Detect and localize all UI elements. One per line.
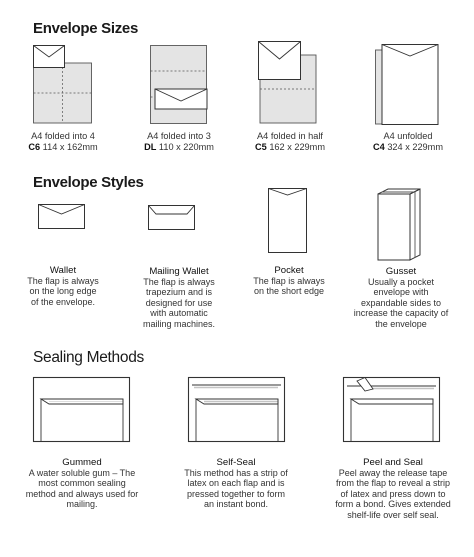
mailing-wallet-desc-line: with automatic xyxy=(150,308,208,319)
pocket-block xyxy=(243,265,335,297)
self-seal-desc-line: an instant bond. xyxy=(203,499,269,510)
mailing-wallet-title: Mailing Wallet xyxy=(149,266,209,277)
gusset-desc-line: Usually a pocket xyxy=(367,277,435,287)
wallet-envelope-icon xyxy=(38,204,86,230)
gummed-desc-line: method and always used for xyxy=(25,488,139,499)
gummed-desc-line: most common sealing xyxy=(38,478,126,489)
c4-size-illustration xyxy=(375,44,441,126)
self-seal-title: Self-Seal xyxy=(216,457,256,468)
mailing-wallet-envelope-icon xyxy=(148,205,196,231)
c4-caption xyxy=(362,131,454,152)
pocket-desc-line: The flap is always xyxy=(253,276,325,286)
wallet-description xyxy=(17,276,109,307)
gusset-description xyxy=(345,277,457,329)
self-seal-desc-line: pressed together to form xyxy=(186,488,286,499)
self-seal-description xyxy=(172,468,300,510)
self-seal-block xyxy=(172,457,300,510)
wallet-block xyxy=(17,265,109,307)
gummed-block xyxy=(18,457,146,510)
dl-dims-line xyxy=(133,142,225,153)
c5-dims: 162 x 229mm xyxy=(269,141,325,152)
pocket-envelope-icon xyxy=(268,188,308,254)
wallet-desc-line: The flap is always xyxy=(27,276,99,286)
wallet-desc-line: of the envelope. xyxy=(30,296,96,307)
peel-and-seal-illustration xyxy=(343,377,441,443)
pocket-description xyxy=(243,276,335,297)
c6-dims-line xyxy=(18,142,108,153)
gusset-title: Gusset xyxy=(385,266,417,277)
c5-size-illustration xyxy=(258,41,320,125)
envelope-sizes-heading: Envelope Sizes xyxy=(33,20,139,37)
c4-dims-line xyxy=(362,142,454,153)
gummed-seal-illustration xyxy=(33,377,131,443)
mailing-wallet-description xyxy=(131,277,227,329)
mailing-wallet-block xyxy=(131,266,227,329)
dl-caption xyxy=(133,131,225,152)
gusset-desc-line: increase the capacity of xyxy=(353,308,449,319)
gummed-description xyxy=(18,468,146,510)
gusset-desc-line: expandable sides to xyxy=(360,297,442,308)
c6-code: C6 xyxy=(28,141,41,152)
c5-code: C5 xyxy=(255,141,267,152)
peel-and-seal-desc-line: form a bond. Gives extended xyxy=(335,499,451,510)
gusset-envelope-icon xyxy=(374,186,424,262)
dl-size-illustration xyxy=(150,45,212,125)
envelope-styles-heading: Envelope Styles xyxy=(33,174,144,191)
c6-dims: 114 x 162mm xyxy=(42,141,98,152)
wallet-title: Wallet xyxy=(49,265,77,276)
gummed-desc-line: mailing. xyxy=(66,499,98,510)
pocket-title: Pocket xyxy=(274,265,304,276)
peel-and-seal-desc-line: from the flap to reveal a strip xyxy=(335,478,451,489)
dl-fold-text: A4 folded into 3 xyxy=(147,131,211,141)
c4-dims: 324 x 229mm xyxy=(387,141,443,152)
peel-and-seal-title: Peel and Seal xyxy=(363,457,423,468)
dl-code: DL xyxy=(144,141,157,152)
mailing-wallet-desc-line: mailing machines. xyxy=(142,318,216,329)
mailing-wallet-desc-line: The flap is always xyxy=(143,277,215,287)
c4-fold-text: A4 unfolded xyxy=(383,131,433,141)
peel-and-seal-description xyxy=(325,468,461,520)
pocket-desc-line: on the short edge xyxy=(253,286,325,297)
gusset-block xyxy=(345,266,457,329)
gummed-title: Gummed xyxy=(62,457,102,468)
peel-and-seal-block xyxy=(325,457,461,520)
wallet-desc-line: on the long edge xyxy=(29,286,97,297)
c6-fold-text: A4 folded into 4 xyxy=(31,131,95,141)
peel-and-seal-desc-line: Peel away the release tape xyxy=(338,468,448,478)
c6-caption xyxy=(18,131,108,152)
c5-caption xyxy=(244,131,336,152)
peel-and-seal-desc-line: shelf-life over self seal. xyxy=(347,509,439,520)
gusset-desc-line: envelope with xyxy=(373,287,429,298)
dl-dims: 110 x 220mm xyxy=(158,141,214,152)
gummed-desc-line: A water soluble gum – The xyxy=(28,468,136,478)
gusset-desc-line: the envelope xyxy=(375,318,427,329)
mailing-wallet-desc-line: trapezium and is xyxy=(145,287,213,298)
self-seal-illustration xyxy=(188,377,286,443)
c5-fold-text: A4 folded in half xyxy=(257,131,323,141)
mailing-wallet-desc-line: designed for use xyxy=(145,297,213,308)
c5-dims-line xyxy=(244,142,336,153)
c6-size-illustration xyxy=(33,45,95,125)
peel-and-seal-desc-line: of latex and press down to xyxy=(340,488,446,499)
self-seal-desc-line: This method has a strip of xyxy=(184,468,288,478)
sealing-methods-heading: Sealing Methods xyxy=(33,349,144,366)
self-seal-desc-line: latex on each flap and is xyxy=(187,478,285,489)
c4-code: C4 xyxy=(373,141,385,152)
